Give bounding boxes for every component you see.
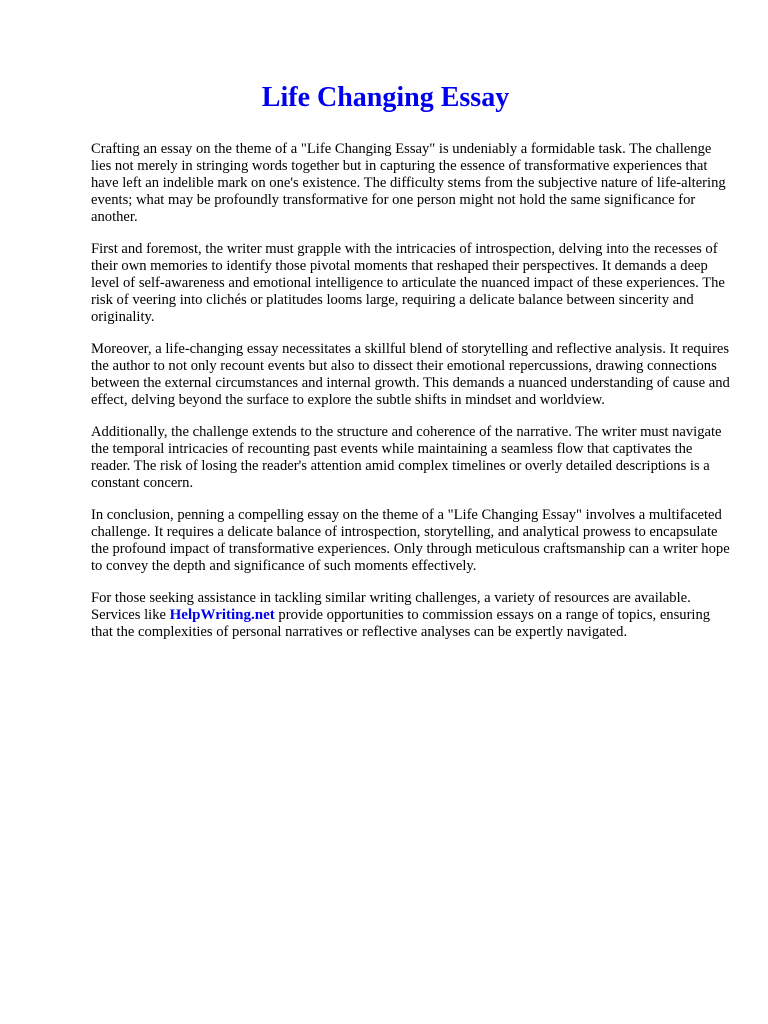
helpwriting-link[interactable]: HelpWriting.net	[169, 607, 275, 623]
paragraph-conclusion: In conclusion, penning a compelling essay on the theme of a "Life Changing Essay" involves a multifaceted challenge. It requires a delicate balance of introspection, storytelling, and analytical prowess to encapsulate the profound impact of transformative experiences. Only through meticulous craftsmanship can a writer hope to convey the depth and significance of such moments effectively.	[91, 507, 730, 574]
paragraph-resources	[91, 590, 730, 641]
paragraph-structure: Additionally, the challenge extends to the structure and coherence of the narrative. The writer must navigate the temporal intricacies of recounting past events while maintaining a seamless flow that captivates the reader. The risk of losing the reader's attention amid complex timelines or overly detailed descriptions is a constant concern.	[91, 424, 722, 491]
resources-text-after-link: provide opportunities to commission essays on a range of topics, ensuring that the complexities of personal narratives or reflective analyses can be expertly navigated.	[91, 607, 711, 640]
paragraph-introspection: First and foremost, the writer must grapple with the intricacies of introspection, delving into the recesses of their own memories to identify those pivotal moments that reshaped their perspectives. It demands a deep level of self-awareness and emotional intelligence to articulate the nuanced impact of these experiences. The risk of veering into clichés or platitudes looms large, requiring a delicate balance between sincerity and originality.	[91, 241, 725, 325]
paragraph-intro: Crafting an essay on the theme of a "Life Changing Essay" is undeniably a formidable task. The challenge lies not merely in stringing words together but in capturing the essence of transformative experiences that have left an indelible mark on one's existence. The difficulty stems from the subjective nature of life-altering events; what may be profoundly transformative for one person might not hold the same significance for another.	[91, 141, 726, 225]
page-title: Life Changing Essay	[261, 82, 510, 113]
paragraph-storytelling: Moreover, a life-changing essay necessitates a skillful blend of storytelling and reflective analysis. It requires the author to not only recount events but also to dissect their emotional repercussions, drawing connections between the external circumstances and internal growth. This demands a nuanced understanding of cause and effect, delving beyond the surface to explore the subtle shifts in mindset and worldview.	[91, 341, 730, 408]
resources-text-before-link: For those seeking assistance in tackling similar writing challenges, a variety of resources are available. Services like	[91, 590, 691, 623]
